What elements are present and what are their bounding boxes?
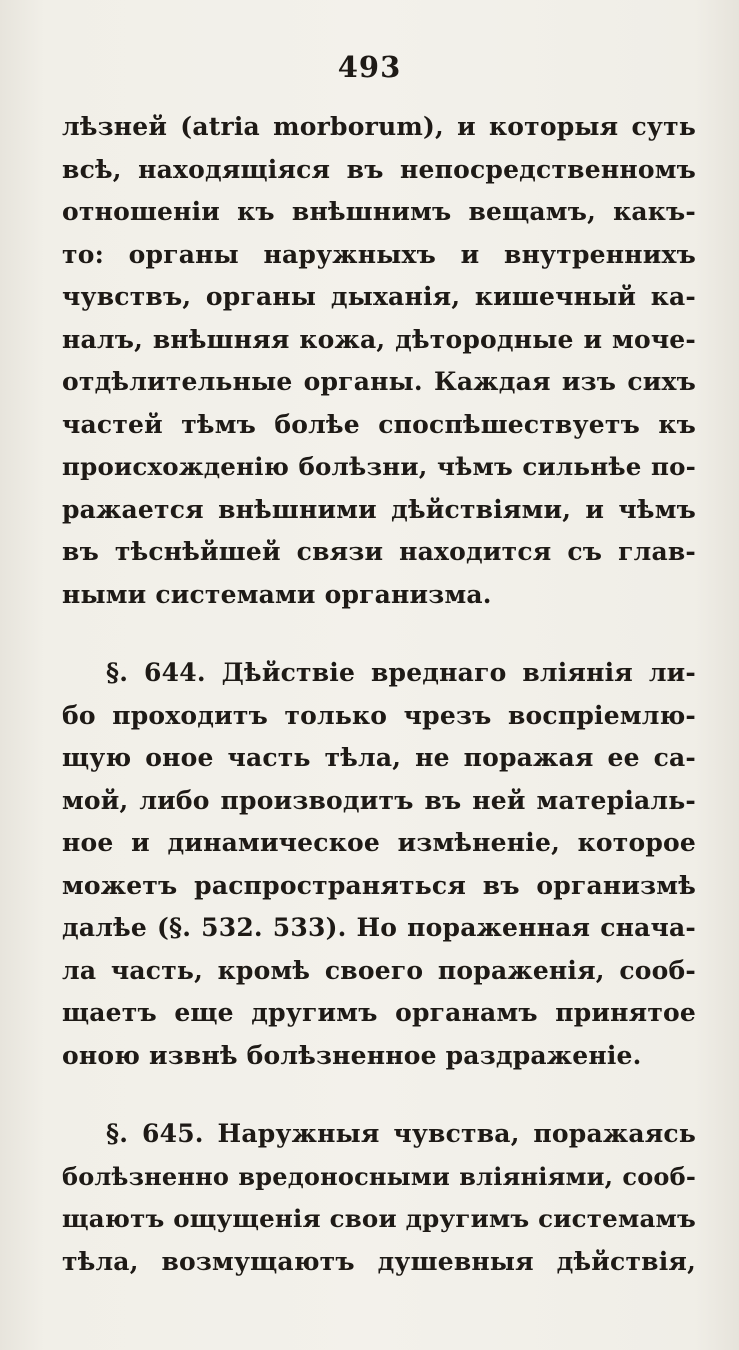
text-line: происхожденію болѣзни, чѣмъ сильнѣе по- xyxy=(62,452,696,481)
text-line: щаютъ ощущенія свои другимъ системамъ xyxy=(62,1204,696,1233)
text-line: §. 645. Наружныя чувства, поражаясь xyxy=(106,1119,696,1148)
text-line: частей тѣмъ болѣе споспѣшествуетъ къ xyxy=(62,409,696,439)
text-line: можетъ распространяться въ организмѣ xyxy=(62,870,696,900)
text-line: лѣзней (atria morborum), и которыя суть xyxy=(62,112,696,141)
text-line: налъ, внѣшняя кожа, дѣтородные и моче- xyxy=(62,324,696,354)
text-line: чувствъ, органы дыханія, кишечный ка- xyxy=(62,282,696,311)
text-line: оною извнѣ болѣзненное раздраженіе. xyxy=(62,1040,642,1070)
paragraph-spacer xyxy=(62,616,696,652)
paragraph-continuation xyxy=(62,106,696,616)
text-line: болѣзненно вредоносными вліяніями, сооб- xyxy=(62,1161,696,1191)
text-line: отношеніи къ внѣшнимъ вещамъ, какъ- xyxy=(62,197,696,226)
text-line: то: органы наружныхъ и внутреннихъ xyxy=(62,239,696,269)
text-line: щую оное часть тѣла, не поражая ее са- xyxy=(62,743,696,772)
text-line: ное и динамическое измѣненіе, которое xyxy=(62,828,696,857)
text-line: всѣ, находящіяся въ непосредственномъ xyxy=(62,154,696,184)
text-line: ными системами организма. xyxy=(62,579,492,609)
paragraph-section-644 xyxy=(62,652,696,1077)
text-line: ла часть, кромѣ своего пораженія, сооб- xyxy=(62,955,696,985)
body-text xyxy=(62,106,696,1283)
paragraph-section-645 xyxy=(62,1113,696,1283)
text-line: ражается внѣшними дѣйствіями, и чѣмъ xyxy=(62,494,696,524)
page-number: 493 xyxy=(337,50,402,84)
text-line: въ тѣснѣйшей связи находится съ глав- xyxy=(62,537,696,566)
text-line: мой, либо производитъ въ ней матеріаль- xyxy=(62,785,696,815)
paragraph-spacer xyxy=(62,1077,696,1113)
text-line: далѣе (§. 532. 533). Но пораженная снача- xyxy=(62,913,696,942)
text-line: §. 644. Дѣйствіе вреднаго вліянія ли- xyxy=(106,658,696,687)
text-line: бо проходитъ только чрезъ воспріемлю- xyxy=(62,700,696,730)
text-line: отдѣлительные органы. Каждая изъ сихъ xyxy=(62,367,696,396)
text-line: тѣла, возмущаютъ душевныя дѣйствія, xyxy=(62,1246,696,1276)
text-line: щаетъ еще другимъ органамъ принятое xyxy=(62,998,696,1027)
